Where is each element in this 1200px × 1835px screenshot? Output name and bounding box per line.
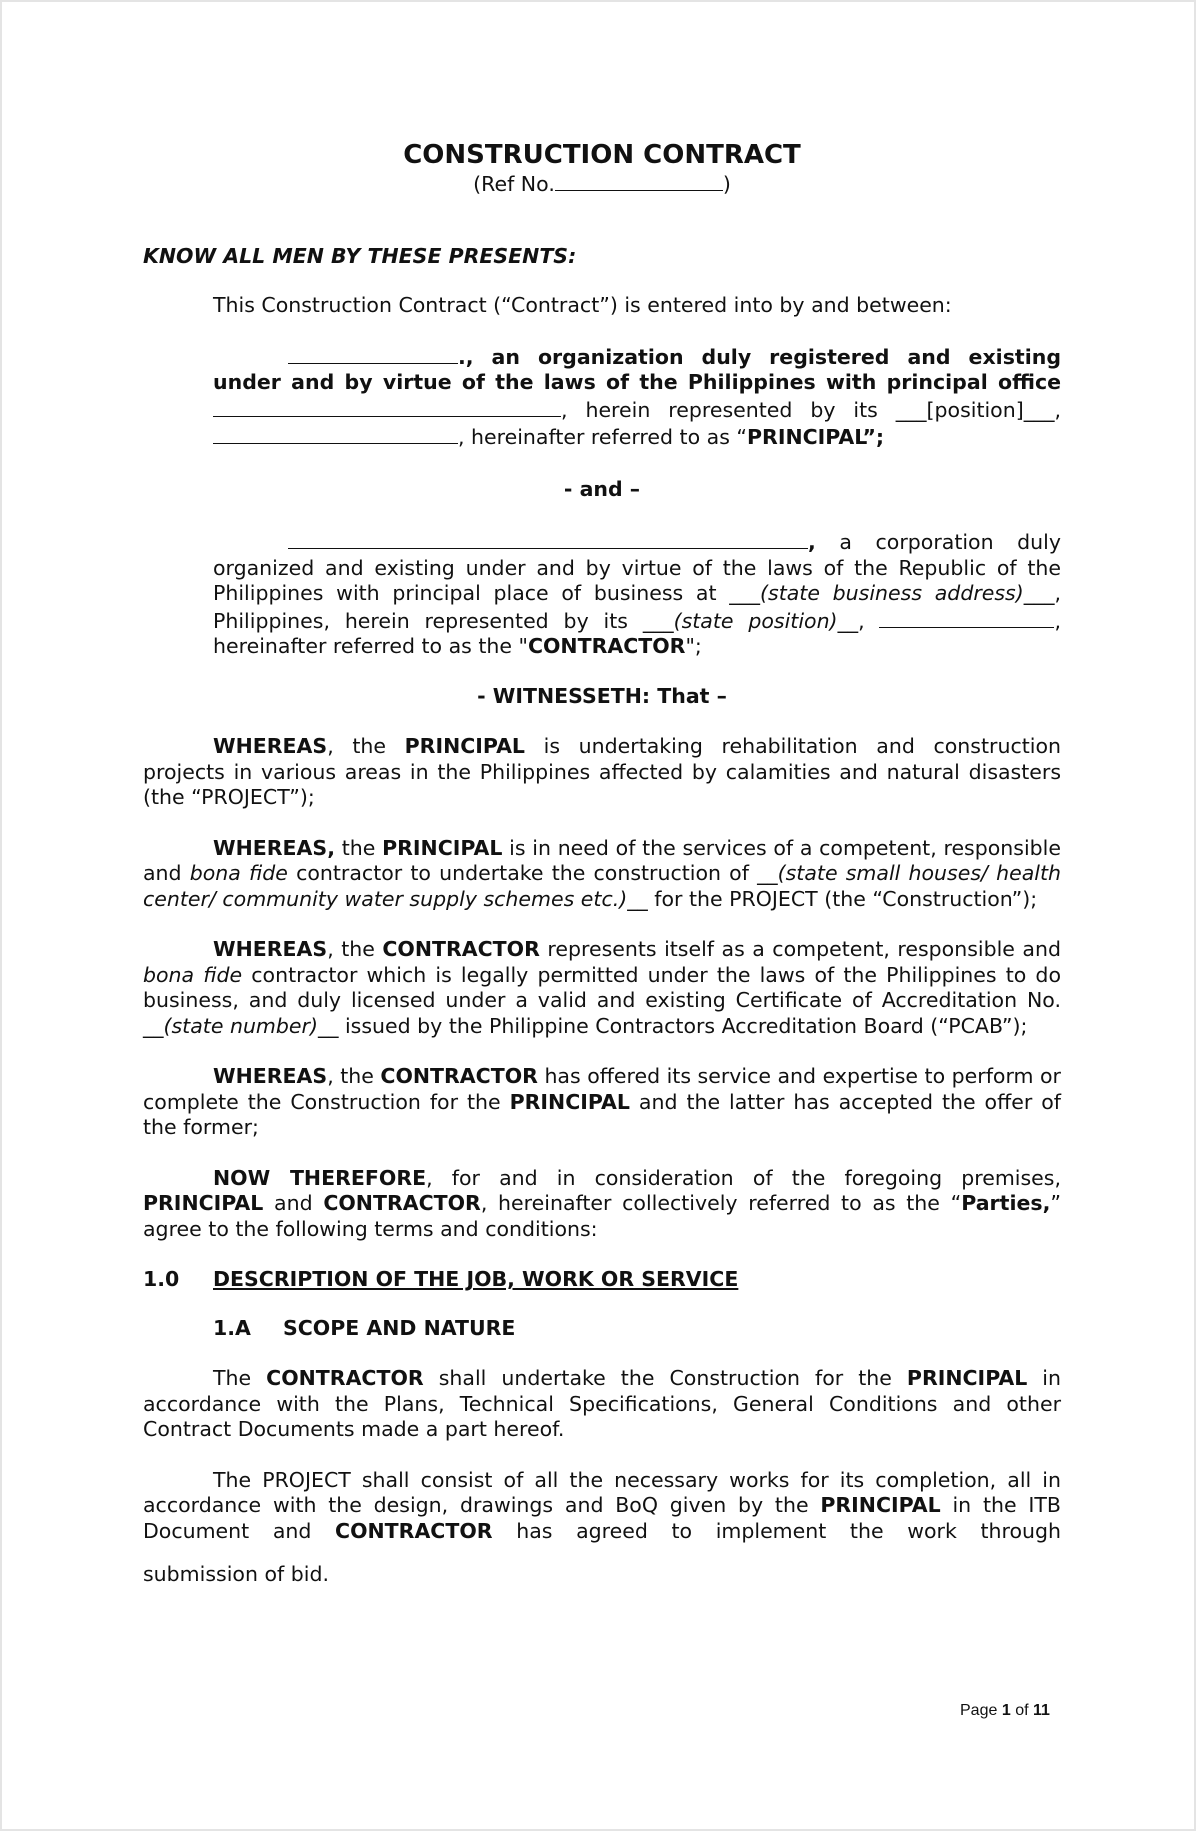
contractor-name-blank[interactable] bbox=[288, 528, 808, 549]
section-1-heading: 1.0 DESCRIPTION OF THE JOB, WORK OR SERVICE bbox=[143, 1267, 739, 1291]
ref-number: (Ref No. ) bbox=[473, 172, 731, 196]
principal-office-blank[interactable] bbox=[213, 396, 561, 417]
scope-paragraph-2-end: submission of bid. bbox=[143, 1562, 329, 1586]
intro-paragraph: This Construction Contract (“Contract”) is entered into by and between: bbox=[213, 293, 952, 317]
document-body bbox=[143, 140, 1061, 1588]
scope-paragraph-2: The PROJECT shall consist of all the necessary works for its completion, all in accordance with the design, drawings and BoQ given by the PRINCIPAL in the ITB Document and CONTRACTOR has agreed to implement the work through bbox=[143, 1467, 1061, 1543]
whereas-paragraph-2: WHEREAS, the PRINCIPAL is in need of the services of a competent, responsible and bona fide contractor to undertake the construction of __(state small houses/ health center/ community water supply schemes etc.)__ for the PROJECT (the “Construction”); bbox=[143, 835, 1061, 911]
and-divider: - and – bbox=[563, 476, 641, 501]
contractor-rep-blank[interactable] bbox=[879, 607, 1054, 628]
principal-party-block bbox=[143, 343, 1061, 451]
document-title: CONSTRUCTION CONTRACT bbox=[403, 140, 801, 170]
ref-blank[interactable] bbox=[555, 170, 723, 191]
witnesseth-heading: - WITNESSETH: That – bbox=[477, 683, 727, 708]
principal-name-blank[interactable] bbox=[288, 343, 458, 364]
whereas-paragraph-4: WHEREAS, the CONTRACTOR has offered its service and expertise to perform or complete the Construction for the PRINCIPAL and the latter has accepted the offer of the former; bbox=[143, 1064, 1061, 1139]
principal-paragraph: ., an organization duly registered and existing under and by virtue of the laws of the Philippines with principal office , herein represented by its ___[position]___, , hereinafter referred to as “PRINCIPAL”; bbox=[213, 344, 1061, 449]
section-1a-heading: 1.A SCOPE AND NATURE bbox=[213, 1315, 516, 1340]
contractor-party-block bbox=[143, 528, 1061, 660]
contractor-paragraph: , a corporation duly organized and existing under and by virtue of the laws of the Republic of the Philippines with principal place of business at ___(state business address)___, Philippines, herein represented by its ___(state position)__, , hereinafter referred to as the "CONTRACTOR"; bbox=[213, 530, 1062, 658]
scope-paragraph-1: The CONTRACTOR shall undertake the Construction for the PRINCIPAL in accordance with the Plans, Technical Specifications, General Conditions and other Contract Documents made a part hereof. bbox=[143, 1366, 1061, 1441]
page-number-footer: Page 1 of 11 bbox=[960, 1702, 1050, 1719]
whereas-paragraph-3: WHEREAS, the CONTRACTOR represents itself as a competent, responsible and bona fide contractor which is legally permitted under the laws of the Philippines to do business, and duly licensed under a valid and existing Certificate of Accreditation No. __(state number)__ issued by the Philippine Contractors Accreditation Board (“PCAB”); bbox=[143, 937, 1061, 1038]
principal-rep-blank[interactable] bbox=[213, 423, 458, 444]
know-all-heading: KNOW ALL MEN BY THESE PRESENTS: bbox=[143, 243, 577, 268]
whereas-paragraph-1: WHEREAS, the PRINCIPAL is undertaking rehabilitation and construction projects in various areas in the Philippines affected by calamities and natural disasters (the “PROJECT”); bbox=[143, 734, 1061, 809]
now-therefore-paragraph: NOW THEREFORE, for and in consideration of the foregoing premises, PRINCIPAL and CONTRACTOR, hereinafter collectively referred to as the “Parties,” agree to the following terms and conditions: bbox=[143, 1165, 1061, 1241]
